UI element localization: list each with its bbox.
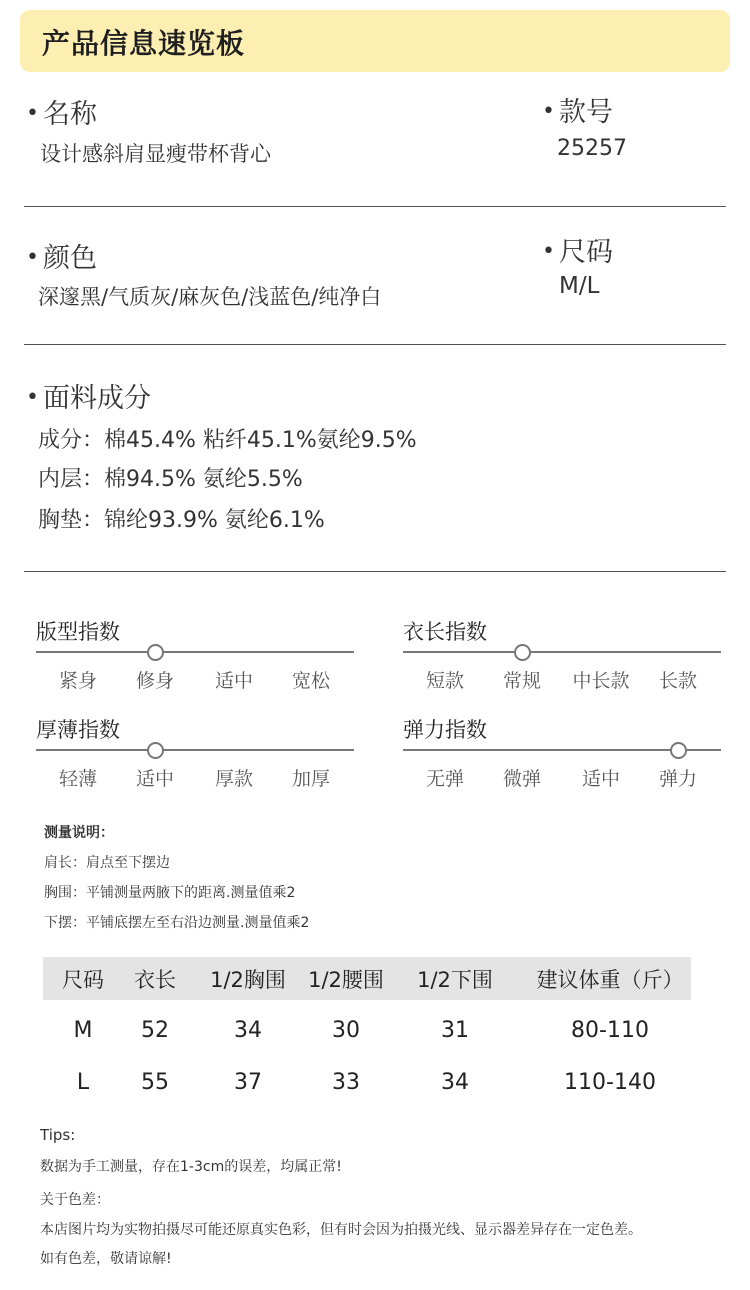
size-table-cell: 110-140 [564,1070,656,1095]
name-label: 名称 [42,99,97,130]
index-option-label: 宽松 [291,670,330,692]
size-table-cell: 55 [141,1070,169,1095]
size-table-cell: 52 [141,1018,169,1043]
bullet-icon: • [26,245,39,270]
size-table-cell: 33 [332,1070,360,1095]
style-no-value: 25257 [557,136,627,161]
length-index [403,616,723,696]
index-option-label: 短款 [425,670,464,692]
size-table-cell: 30 [332,1018,360,1043]
color-diff-line: 如有色差，敬请谅解! [40,1251,172,1267]
index-option-label: 中长款 [572,670,630,692]
size-value: M/L [559,273,600,299]
index-option-label: 无弹 [425,768,464,790]
size-table-header-bg [43,957,691,1000]
size-table-cell: 80-110 [571,1018,649,1043]
size-table-header-cell: 1/2胸围 [210,968,286,992]
size-heading [542,230,613,269]
measure-line: 下摆：平铺底摆左至右沿边测量.测量值乘2 [44,915,310,931]
elasticity-index [403,714,723,794]
index-marker [147,742,164,759]
size-table-header-cell: 1/2腰围 [308,968,384,992]
index-title: 厚薄指数 [36,718,120,742]
index-option-label: 长款 [658,670,697,692]
size-table-cell: L [76,1070,90,1095]
name-heading [26,92,97,131]
index-option-label: 常规 [502,670,541,692]
color-diff-line: 本店图片均为实物拍摄尽可能还原真实色彩，但有时会因为拍摄光线、显示器差异存在一定色差。 [40,1222,642,1238]
measure-line: 肩长：肩点至下摆边 [44,855,170,871]
index-option-label: 轻薄 [58,768,97,790]
color-diff-title: 关于色差： [40,1192,110,1208]
fabric-line: 胸垫：锦纶93.9% 氨纶6.1% [38,508,325,533]
fabric-line: 成分：棉45.4% 粘纤45.1%氨纶9.5% [38,428,417,453]
tips-title: Tips: [40,1126,76,1144]
measure-title: 测量说明： [44,825,114,841]
size-table-header-cell: 1/2下围 [417,968,493,992]
size-table-header-cell: 建议体重（斤） [536,968,684,992]
thickness-index [36,714,356,794]
index-title: 衣长指数 [403,620,487,644]
index-track [403,651,721,653]
page-title: 产品信息速览板 [42,27,246,60]
color-value: 深邃黑/气质灰/麻灰色/浅蓝色/纯净白 [38,285,382,309]
style-no-label: 款号 [558,97,613,128]
index-track [36,651,354,653]
index-option-label: 修身 [135,670,174,692]
fabric-heading [26,376,151,415]
style-no-heading [542,90,613,129]
fabric-label: 面料成分 [42,383,151,414]
divider [24,206,726,207]
index-option-label: 适中 [135,768,174,790]
fit-index [36,616,356,696]
index-option-label: 适中 [581,768,620,790]
index-marker [514,644,531,661]
index-title: 版型指数 [36,620,120,644]
size-table-cell: M [73,1018,93,1043]
color-heading [26,236,97,275]
measure-line: 胸围：平铺测量两腋下的距离.测量值乘2 [44,885,296,901]
tips-text: 数据为手工测量，存在1-3cm的误差，均属正常! [40,1159,342,1175]
size-label: 尺码 [558,237,613,268]
divider [24,571,726,572]
size-table-cell: 34 [234,1018,262,1043]
bullet-icon: • [542,99,555,124]
index-option-label: 加厚 [291,768,330,790]
size-table-header-cell: 衣长 [134,968,176,992]
size-table-cell: 34 [441,1070,469,1095]
index-option-label: 紧身 [58,670,97,692]
index-option-label: 微弹 [502,768,541,790]
bullet-icon: • [26,101,39,126]
bullet-icon: • [542,239,555,264]
index-option-label: 弹力 [658,768,697,790]
size-table-cell: 31 [441,1018,469,1043]
divider [24,344,726,345]
index-marker [670,742,687,759]
index-title: 弹力指数 [403,718,487,742]
index-marker [147,644,164,661]
size-table-cell: 37 [234,1070,262,1095]
index-track [36,749,354,751]
bullet-icon: • [26,385,39,410]
index-option-label: 适中 [214,670,253,692]
color-label: 颜色 [42,243,97,274]
index-option-label: 厚款 [214,768,253,790]
name-value: 设计感斜肩显瘦带杯背心 [40,142,271,166]
size-table-header-cell: 尺码 [62,968,104,992]
fabric-line: 内层：棉94.5% 氨纶5.5% [38,467,303,492]
